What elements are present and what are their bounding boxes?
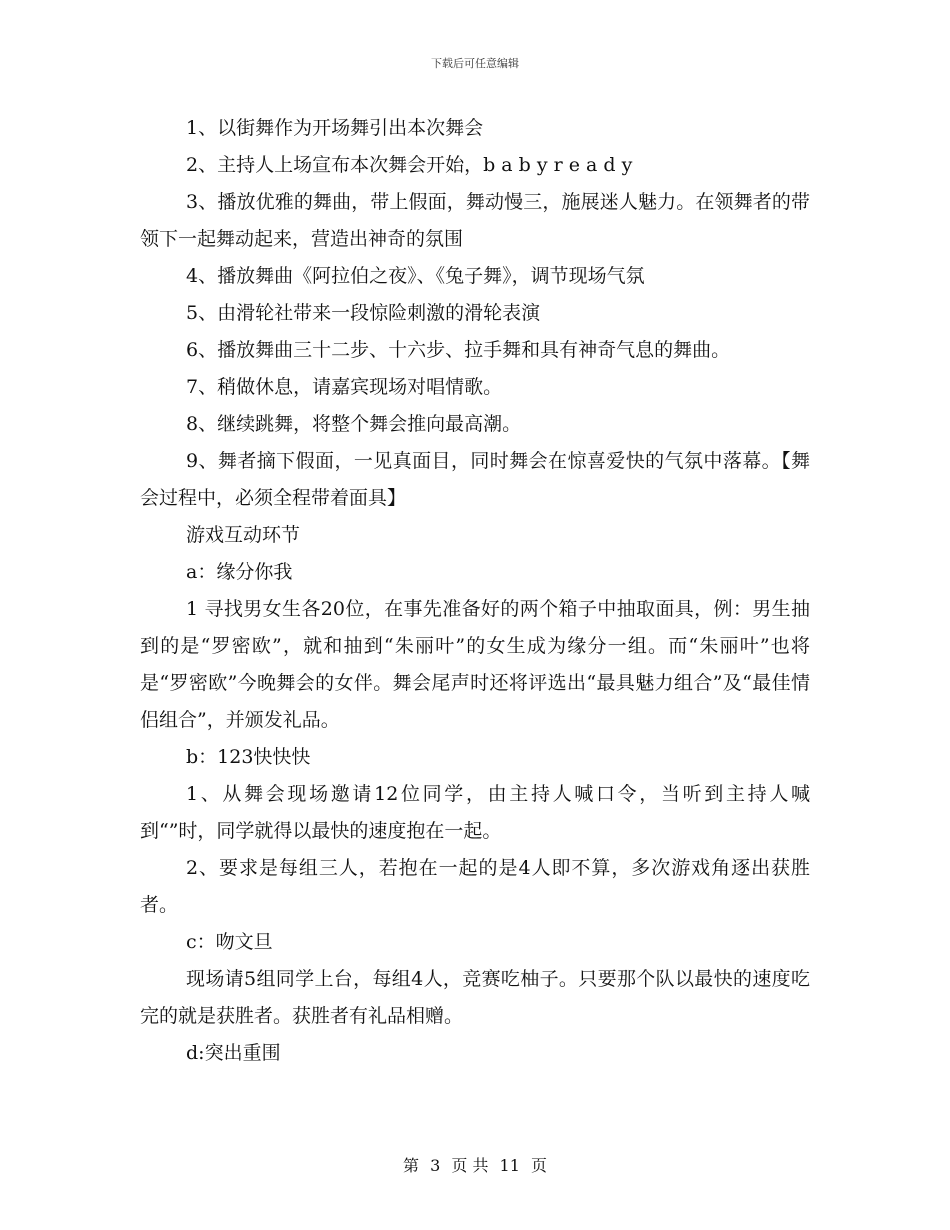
- subsection-heading: d:突出重围: [186, 1042, 281, 1064]
- page-prefix: 第: [402, 1156, 419, 1175]
- paragraph: 1、从舞会现场邀请12位同学，由主持人喊口令，当听到主持人喊到“”时，同学就得以最快的速度抱在一起。: [140, 783, 810, 842]
- paragraph: 2、要求是每组三人，若抱在一起的是4人即不算，多次游戏角逐出获胜者。: [140, 857, 810, 916]
- paragraph: 2、主持人上场宣布本次舞会开始，b a b y r e a d y: [186, 154, 633, 176]
- page-footer: [0, 1153, 950, 1176]
- page-suffix: 页: [531, 1156, 548, 1175]
- paragraph: 9、舞者摘下假面，一见真面目，同时舞会在惊喜爱快的气氛中落幕。【舞会过程中，必须全程带着面具】: [140, 450, 810, 509]
- subsection-heading: a：缘分你我: [186, 561, 293, 583]
- section-heading: 游戏互动环节: [186, 524, 301, 546]
- paragraph: 3、播放优雅的舞曲，带上假面，舞动慢三，施展迷人魅力。在领舞者的带领下一起舞动起来，营造出神奇的氛围: [140, 191, 810, 250]
- paragraph: 1、以街舞作为开场舞引出本次舞会: [186, 117, 484, 139]
- paragraph: 7、稍做休息，请嘉宾现场对唱情歌。: [186, 376, 503, 398]
- paragraph: 4、播放舞曲《阿拉伯之夜》、《兔子舞》，调节现场气氛: [186, 265, 645, 287]
- subsection-heading: c：吻文旦: [186, 931, 273, 953]
- paragraph: 现场请5组同学上台，每组4人，竞赛吃柚子。只要那个队以最快的速度吃完的就是获胜者。获胜者有礼品相赠。: [140, 968, 810, 1027]
- paragraph: 8、继续跳舞，将整个舞会推向最高潮。: [186, 413, 522, 435]
- document-body: [140, 110, 810, 1072]
- paragraph: 1 寻找男女生各20位，在事先准备好的两个箱子中抽取面具，例：男生抽到的是“罗密欧”，就和抽到“朱丽叶”的女生成为缘分一组。而“朱丽叶”也将是“罗密欧”今晚舞会的女伴。舞会尾声时还将评选出“最具魅力组合”及“最佳情侣组合”，并颁发礼品。: [140, 598, 810, 731]
- paragraph: 6、播放舞曲三十二步、十六步、拉手舞和具有神奇气息的舞曲。: [186, 339, 731, 361]
- page-header: 下载后可任意编辑: [431, 57, 519, 70]
- paragraph: 5、由滑轮社带来一段惊险刺激的滑轮表演: [186, 302, 541, 324]
- page-total: 11: [499, 1156, 520, 1175]
- page-middle: 页 共: [451, 1156, 489, 1175]
- subsection-heading: b：123快快快: [186, 746, 311, 768]
- page-number: 3: [430, 1156, 441, 1175]
